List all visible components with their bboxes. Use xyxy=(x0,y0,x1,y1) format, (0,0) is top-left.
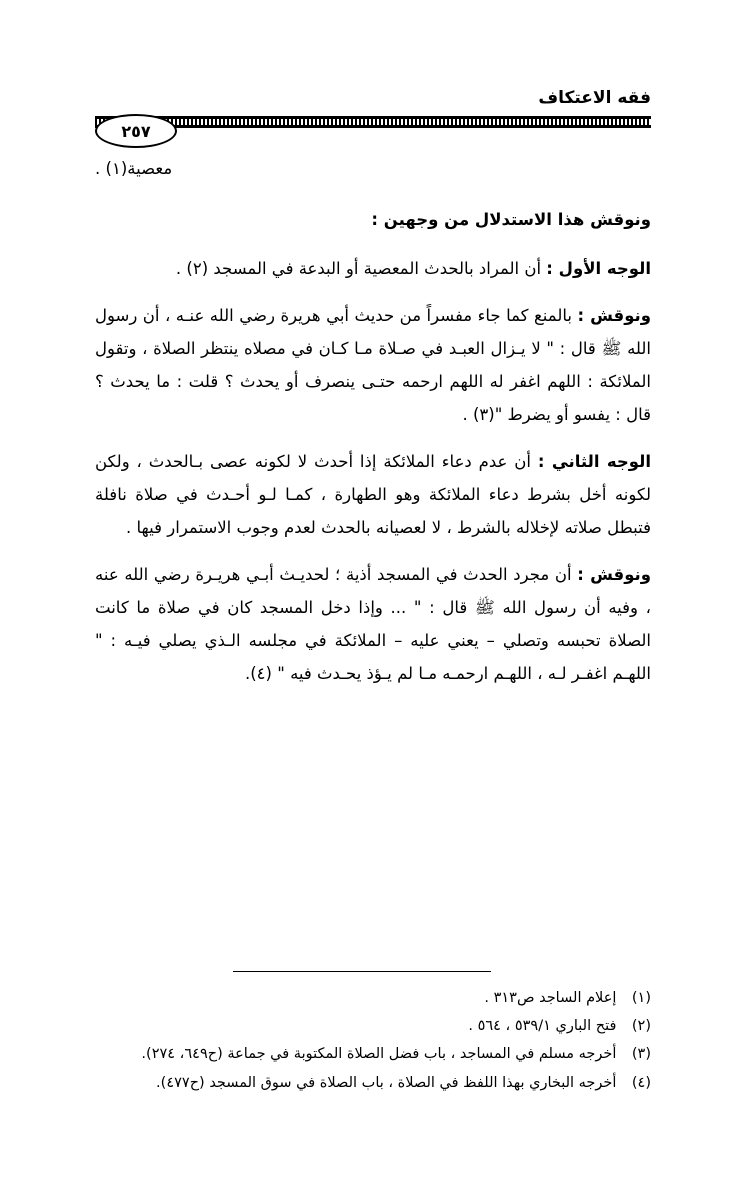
footnote-number: (٢) xyxy=(631,1018,651,1035)
paragraph-lead-label: الوجه الثاني : xyxy=(537,452,651,471)
rule-line-bottom xyxy=(95,125,651,128)
footnote-item xyxy=(95,1069,651,1097)
paragraph-second-aspect xyxy=(95,445,651,544)
paragraph-first-aspect xyxy=(95,252,651,285)
footnotes-section xyxy=(95,971,651,1097)
paragraph-discussion-two xyxy=(95,558,651,690)
paragraph-discussion-one xyxy=(95,299,651,431)
paragraph-text: أن المراد بالحدث المعصية أو البدعة في المسجد (٢) . xyxy=(175,259,542,278)
paragraph-lead-label: ونوقش : xyxy=(577,565,651,584)
footnote-item xyxy=(95,1012,651,1040)
footnote-item xyxy=(95,984,651,1012)
footnote-text: أخرجه البخاري بهذا اللفظ في الصلاة ، باب الصلاة في سوق المسجد (ح٤٧٧). xyxy=(156,1074,617,1091)
footnote-item xyxy=(95,1040,651,1068)
footnote-text: فتح الباري ٥٣٩/١ ، ٥٦٤ . xyxy=(468,1018,617,1035)
page-content xyxy=(95,152,651,704)
page-header xyxy=(95,88,651,148)
book-running-title: فقه الاعتكاف xyxy=(538,88,651,108)
footnote-separator xyxy=(233,971,491,972)
paragraph-heading: ونوقش هذا الاستدلال من وجهين : xyxy=(371,210,651,229)
page-number: ٢٥٧ xyxy=(95,114,177,148)
paragraph-text: أن عدم دعاء الملائكة إذا أحدث لا لكونه عصى بـالحدث ، ولكن لكونه أخل بشرط دعاء الملائكة وهو الطهارة ، كمـا لـو أحـدث في صلاة نافلة فتبطل صلاته لإخلاله بالشرط ، لا لعصيانه بالحدث لعدم وجوب الاستمرار فيها . xyxy=(95,452,651,537)
footnote-number: (٤) xyxy=(631,1074,651,1091)
footnote-text: إعلام الساجد ص٣١٣ . xyxy=(484,989,617,1006)
footnote-number: (٣) xyxy=(631,1046,651,1063)
footnote-number: (١) xyxy=(631,989,651,1006)
header-decorative-rule xyxy=(95,114,651,141)
paragraph-text: أن مجرد الحدث في المسجد أذية ؛ لحديـث أبـي هريـرة رضي الله عنه ، وفيه أن رسول الله ﷺ قال : " ... وإذا دخل المسجد كان في صلاة ما كانت الصلاة تحبسه وتصلي – يعني عليه – الملائكة في مجلسه الـذي يصلي فيـه : " اللهـم اغفـر لـه ، اللهـم ارحمـه مـا لم يـؤذ يحـدث فيه " (٤). xyxy=(95,565,651,683)
paragraph-lead-label: الوجه الأول : xyxy=(546,259,651,278)
paragraph-text: بالمنع كما جاء مفسراً من حديث أبي هريرة رضي الله عنـه ، أن رسول الله ﷺ قال : " لا يـزال العبـد في صـلاة مـا كـان في مصلاه ينتظر الصلاة ، وتقول الملائكة : اللهم اغفر له اللهم ارحمه حتـى ينصرف أو يحدث ؟ قلت : ما يحدث ؟ قال : يفسو أو يضرط "(٣) . xyxy=(95,306,651,424)
footnote-text: أخرجه مسلم في المساجد ، باب فضل الصلاة المكتوبة في جماعة (ح٦٤٩، ٢٧٤). xyxy=(141,1046,617,1063)
paragraph-lead-label: ونوقش : xyxy=(577,306,651,325)
paragraph-continuation: معصية(١) . xyxy=(95,159,173,178)
